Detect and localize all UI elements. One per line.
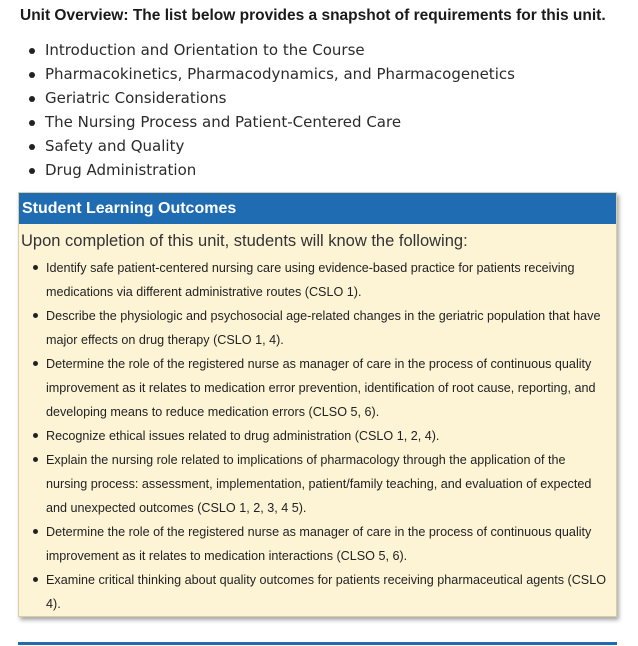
unit-topic-list <box>27 38 515 182</box>
section-divider <box>18 642 617 645</box>
outcome-item: Determine the role of the registered nurse as manager of care in the process of continuous quality improvement as it relates to medication interactions (CLSO 5, 6). <box>31 520 610 568</box>
outcome-item: Describe the physiologic and psychosocial age-related changes in the geriatric population that have major effects on drug therapy (CSLO 1, 4). <box>31 304 610 352</box>
topic-item: Introduction and Orientation to the Course <box>27 38 515 62</box>
learning-outcomes-panel <box>18 192 617 617</box>
topic-item: Geriatric Considerations <box>27 86 515 110</box>
topic-item: Pharmacokinetics, Pharmacodynamics, and Pharmacogenetics <box>27 62 515 86</box>
outcome-item: Recognize ethical issues related to drug administration (CSLO 1, 2, 4). <box>31 424 610 448</box>
topic-item: The Nursing Process and Patient-Centered Care <box>27 110 515 134</box>
outcome-item: Identify safe patient-centered nursing care using evidence-based practice for patients receiving medications via different administrative routes (CSLO 1). <box>31 256 610 304</box>
topic-item: Drug Administration <box>27 158 515 182</box>
unit-overview-heading: Unit Overview: The list below provides a snapshot of requirements for this unit. <box>20 7 606 24</box>
outcome-item: Determine the role of the registered nurse as manager of care in the process of continuous quality improvement as it relates to medication error prevention, identification of root cause, reporting, and developing means to reduce medication errors (CLSO 5, 6). <box>31 352 610 424</box>
outcome-item: Explain the nursing role related to implications of pharmacology through the application of the nursing process: assessment, implementation, patient/family teaching, and evaluation of expected and unexpected outcomes (CSLO 1, 2, 3, 4 5). <box>31 448 610 520</box>
learning-outcomes-list <box>19 256 616 616</box>
learning-outcomes-intro: Upon completion of this unit, students will know the following: <box>21 232 468 250</box>
outcome-item: Examine critical thinking about quality outcomes for patients receiving pharmaceutical agents (CSLO 4). <box>31 568 610 616</box>
topic-item: Safety and Quality <box>27 134 515 158</box>
learning-outcomes-title: Student Learning Outcomes <box>19 193 616 224</box>
